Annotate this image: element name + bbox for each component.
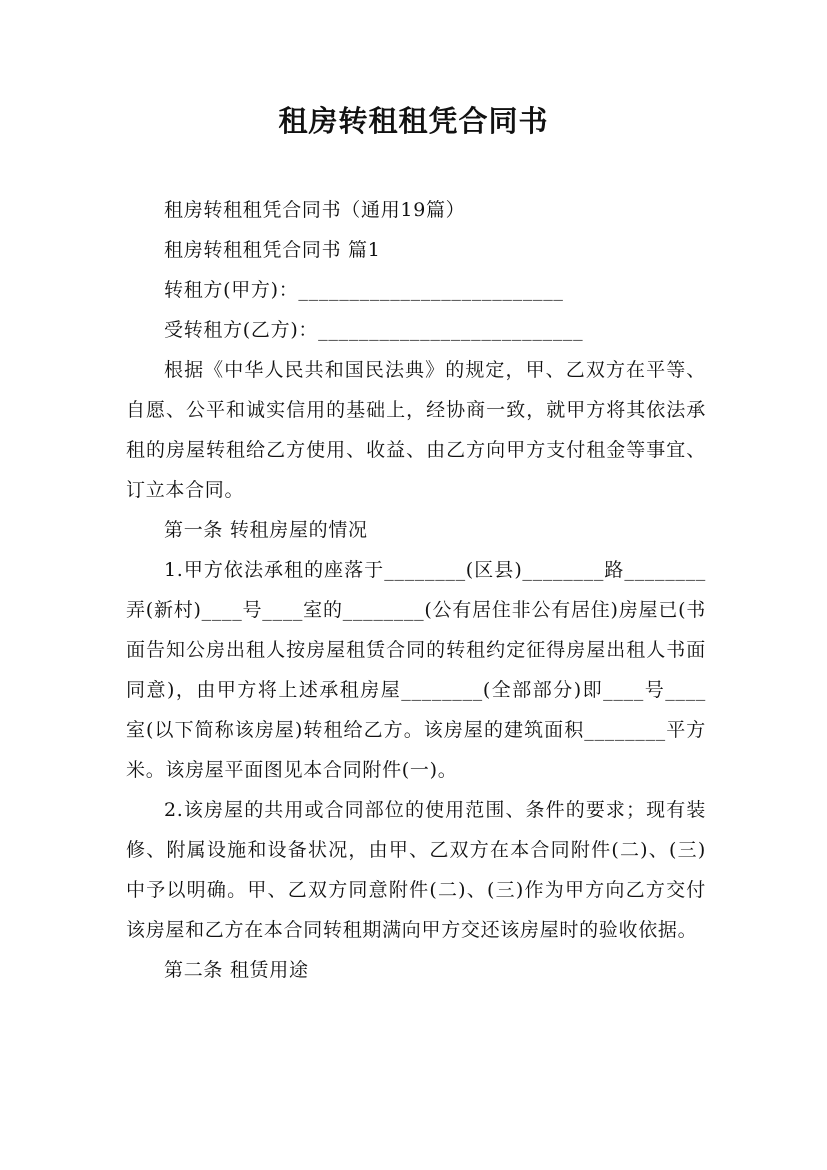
paragraph-party-a: 转租方(甲方)：__________________________ bbox=[164, 279, 564, 301]
paragraph-party-b: 受转租方(乙方)：__________________________ bbox=[164, 319, 584, 341]
paragraph-section-heading: 租房转租租凭合同书 篇1 bbox=[164, 239, 381, 261]
document-body bbox=[126, 190, 706, 990]
paragraph-article-2-heading: 第二条 租赁用途 bbox=[164, 959, 309, 981]
paragraph-preamble: 根据《中华人民共和国民法典》的规定，甲、乙双方在平等、自愿、公平和诚实信用的基础上，经协商一致，就甲方将其依法承租的房屋转租给乙方使用、收益、由乙方向甲方支付租金等事宜、订立本合同。 bbox=[126, 359, 706, 501]
document-title: 租房转租租凭合同书 bbox=[278, 104, 549, 138]
paragraph-article-1-heading: 第一条 转租房屋的情况 bbox=[164, 519, 368, 541]
paragraph-article-1-clause-2: 2.该房屋的共用或合同部位的使用范围、条件的要求；现有装修、附属设施和设备状况，由甲、乙双方在本合同附件(二)、(三)中予以明确。甲、乙双方同意附件(二)、(三)作为甲方向乙方交付该房屋和乙方在本合同转租期满向甲方交还该房屋时的验收依据。 bbox=[126, 799, 706, 941]
paragraph-subtitle: 租房转租租凭合同书（通用19篇） bbox=[164, 199, 466, 221]
paragraph-article-1-clause-1: 1.甲方依法承租的座落于________(区县)________路________弄(新村)____号____室的________(公有居住非公有居住)房屋已(书面告知公房出租人按房屋租赁合同的转租约定征得房屋出租人书面同意)，由甲方将上述承租房屋________(全部部分)即____号____室(以下简称该房屋)转租给乙方。该房屋的建筑面积________平方米。该房屋平面图见本合同附件(一)。 bbox=[126, 559, 706, 781]
